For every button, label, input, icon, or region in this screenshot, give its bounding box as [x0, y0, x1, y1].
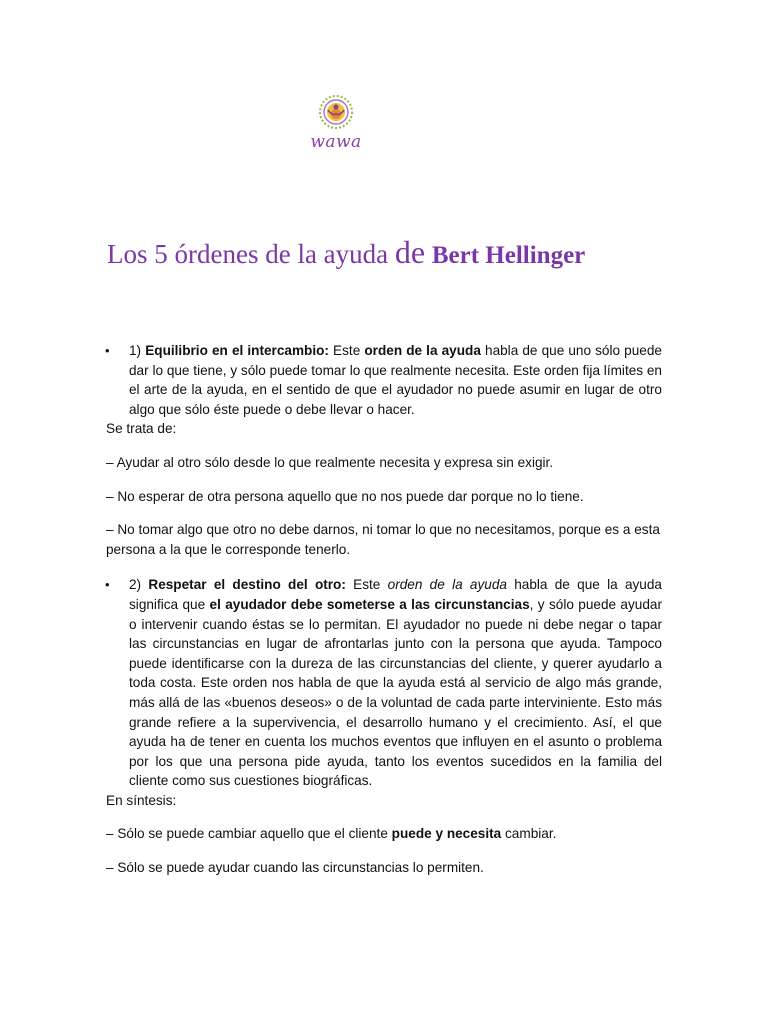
logo-wordmark: wawa [310, 132, 362, 152]
logo-emblem-icon [304, 94, 368, 134]
section-intro: En síntesis: [106, 792, 177, 808]
point-text: – No esperar de otra persona aquello que no nos puede dar porque no lo tiene. [106, 488, 584, 504]
point-text: – Ayudar al otro sólo desde lo que realmente necesita y expresa sin exigir. [106, 454, 554, 470]
list-item-order-1 [106, 341, 662, 419]
body-text: cambiar. [501, 826, 557, 842]
italic-text: orden de la ayuda [387, 577, 507, 593]
title-main: Los 5 órdenes de la ayuda [107, 239, 389, 269]
body-text: Este [345, 577, 388, 593]
point-text: – Sólo se puede ayudar cuando las circunstancias lo permiten. [106, 860, 484, 876]
item-number: 2) [129, 577, 142, 593]
wawa-logo [304, 94, 368, 154]
point-text: – No tomar algo que otro no debe darnos, ni tomar lo que no necesitamos, porque es a esta persona a la que le corresponde tenerlo. [106, 522, 660, 557]
body-text: habla de que uno sólo puede dar lo que tiene, y sólo puede tomar lo que realmente necesita. Este orden fija límites en el arte de la ayuda, en el sentido de que el ayudador no puede asumir en lugar de otro algo que sólo éste puede o debe llevar o hacer. [129, 343, 662, 417]
section-intro: Se trata de: [106, 421, 177, 437]
body-text: – Sólo se puede cambiar aquello que el cliente [106, 826, 392, 842]
body-text: , y sólo puede ayudar o intervenir cuando éstas se lo permitan. El ayudador no puede ni debe negar o tapar las circunstancias en lugar de afrontarlas junto con la persona que ayuda. Tampoco puede identificarse con la dureza de las circunstancias del cliente, y querer ayudarlo a toda costa. Este orden nos habla de que la ayuda está al servicio de algo más grande, más allá de las «buenos deseos» o de la voluntad de cada parte interviniente. Esto más grande refiere a la supervivencia, el desarrollo humano y el crecimiento. Así, el que ayuda ha de tener en cuenta los muchos eventos que influyen en el asunto o problema por los que una persona pide ayuda, tanto los eventos sucedidos en la familia del cliente como sus cuestiones biográficas. [129, 596, 662, 789]
body-text: habla de que la ayuda significa que [129, 577, 662, 612]
emphasis-text: el ayudador debe someterse a las circunstancias [209, 596, 530, 612]
item-number: 1) [129, 343, 142, 358]
list-item-order-2 [106, 575, 662, 791]
emphasis-text: orden de la ayuda [364, 343, 481, 358]
body-text: Este [328, 343, 365, 358]
bullet-marker: • [105, 577, 110, 593]
title-de: de [394, 234, 426, 270]
page-title [107, 234, 585, 271]
document-body [106, 341, 662, 878]
title-author: Bert Hellinger [431, 242, 586, 269]
bullet-marker: • [105, 343, 110, 358]
order-heading: Respetar el destino del otro: [148, 577, 346, 593]
point-text [106, 824, 662, 844]
order-heading: Equilibrio en el intercambio: [145, 343, 329, 358]
emphasis-text: puede y necesita [391, 826, 502, 842]
